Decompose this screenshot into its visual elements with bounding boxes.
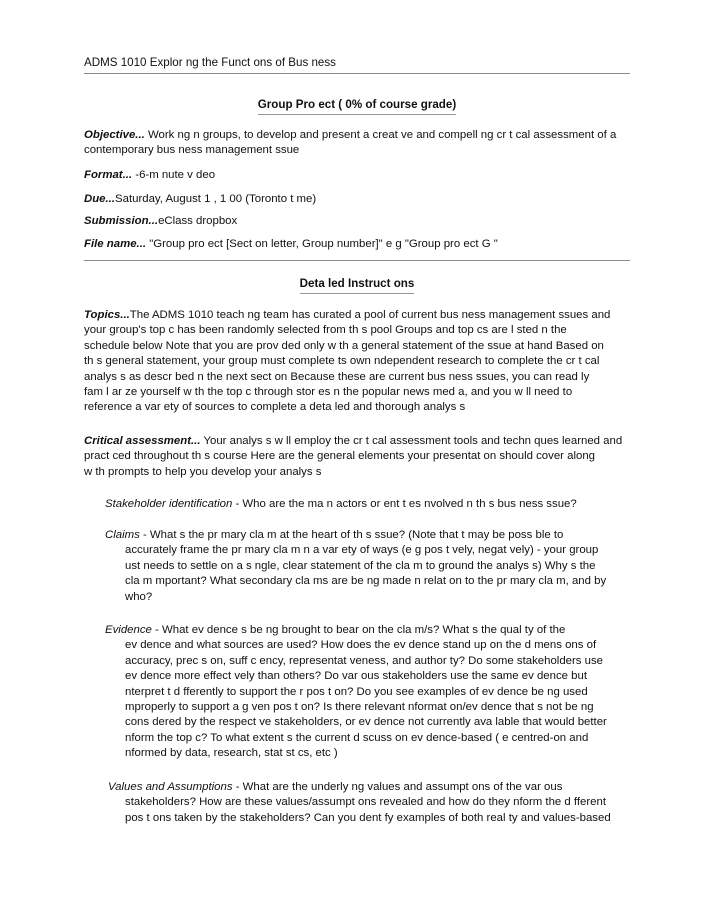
topics-line: The ADMS 1010 teach ng team has curated a pool of current bus ness management ssues and <box>129 309 611 321</box>
topics-line: reference a var ety of sources to complete a deta led and thorough analys s <box>84 401 466 414</box>
header-rule <box>84 73 630 74</box>
filename-label: File name... <box>84 238 147 250</box>
evidence-line: accuracy, prec s on, suff c ency, representat veness, and author ty? Do some stakeholders use <box>125 654 604 667</box>
topics-line: your group's top c has been randomly selected from th s pool Groups and top cs are l sted n the <box>84 324 567 337</box>
submission-text: eClass dropbox <box>158 215 238 227</box>
submission-label: Submission... <box>84 215 159 227</box>
critical-line: w th prompts to help you develop your analys s <box>84 465 322 478</box>
objective-section <box>84 128 634 159</box>
evidence-line: mproperly to support a g ven pos t on? Is there relevant nformat on/ev dence that s not be ng <box>125 701 594 714</box>
evidence-line: nformed by data, research, stat st cs, etc ) <box>125 747 338 760</box>
values-line: stakeholders? How are these values/assumpt ons revealed and how do they nform the d fferent <box>125 796 607 809</box>
evidence-line: ev dence more effect vely than others? Do var ous stakeholders use the same ev dence but <box>125 670 588 683</box>
claims-indented <box>105 543 635 605</box>
filename-text: "Group pro ect [Sect on letter, Group number]" e g "Group pro ect G " <box>146 238 498 250</box>
format-label: Format... <box>84 169 133 181</box>
objective-text-2: contemporary bus ness management ssue <box>84 144 300 157</box>
values-line: - What are the underly ng values and assumpt ons of the var ous <box>232 781 563 793</box>
format-section <box>84 168 634 183</box>
claims-line: cla m mportant? What secondary cla ms are be ng made n relat on to the pr mary cla m, and by <box>125 575 607 588</box>
evidence-line: nform the top c? To what extent s the current d scuss on ev dence-based ( e centred-on and <box>125 731 589 744</box>
course-header: ADMS 1010 Explor ng the Funct ons of Bus ness <box>84 56 336 69</box>
claims-item <box>105 528 635 605</box>
critical-line: Your analys s w ll employ the cr t cal assessment tools and techn ques learned and <box>200 435 623 447</box>
claims-line: who? <box>125 590 153 603</box>
stakeholder-item <box>105 497 635 512</box>
submission-section <box>84 214 634 229</box>
values-line: pos t ons taken by the stakeholders? Can you dent fy examples of both real ty and values-based <box>125 811 611 824</box>
evidence-line: nterpret t d fferently to support the r pos t on? Do you see examples of ev dence be ng used <box>125 685 588 698</box>
values-label: Values and Assumptions <box>108 781 233 793</box>
values-indented <box>108 795 638 826</box>
topics-section <box>84 308 634 416</box>
evidence-line: cons dered by the respect ve stakeholders, or ev dence not currently ava lable that would better <box>125 716 607 729</box>
critical-line: pract ced throughout th s course Here are the general elements your presentat on should cover along <box>84 450 595 463</box>
topics-label: Topics... <box>84 309 130 321</box>
due-section <box>84 192 634 207</box>
critical-section <box>84 434 634 480</box>
objective-text-1: Work ng n groups, to develop and present a creat ve and compell ng cr t cal assessment of a <box>144 129 617 141</box>
project-title: Group Pro ect ( 0% of course grade) <box>84 98 630 111</box>
filename-section <box>84 237 634 252</box>
objective-label: Objective... <box>84 129 145 141</box>
critical-label: Critical assessment... <box>84 435 201 447</box>
values-item <box>108 780 638 826</box>
claims-label: Claims <box>105 529 140 541</box>
evidence-item <box>105 623 635 762</box>
topics-line: schedule below Note that you are prov ded only w th a general statement of the ssue at hand Based on <box>84 339 604 352</box>
section-rule <box>84 260 630 261</box>
claims-line: ust needs to settle on a s ngle, clear statement of the cla m to ground the analys s) Why s the <box>125 559 596 572</box>
due-text: Saturday, August 1 , 1 00 (Toronto t me) <box>115 193 317 205</box>
claims-line: accurately frame the pr mary cla m n a var ety of ways (e g pos t vely, negat vely) - your group <box>125 544 599 557</box>
claims-line: - What s the pr mary cla m at the heart of th s ssue? (Note that t may be poss ble to <box>139 529 564 541</box>
format-text: -6-m nute v deo <box>132 169 216 181</box>
evidence-indented <box>105 638 635 761</box>
stakeholder-text: - Who are the ma n actors or ent t es nvolved n th s bus ness ssue? <box>232 498 577 510</box>
evidence-line: ev dence and what sources are used? How does the ev dence stand up on the d mens ons of <box>125 639 597 652</box>
evidence-label: Evidence <box>105 624 152 636</box>
due-label: Due... <box>84 193 116 205</box>
details-title: Deta led Instruct ons <box>84 277 630 290</box>
stakeholder-label: Stakeholder identiﬁcation <box>105 498 233 510</box>
topics-line: analys s as descr bed n the next sect on Because these are current bus ness ssues, you can read ly <box>84 370 590 383</box>
evidence-line: - What ev dence s be ng brought to bear on the cla m/s? What s the qual ty of the <box>151 624 566 636</box>
topics-line: fam l ar ze yourself w th the top c through stor es n the popular news med a, and you w ll need to <box>84 386 573 399</box>
topics-line: th s general statement, your group must complete ts own ndependent research to complete the cr t cal <box>84 355 600 368</box>
